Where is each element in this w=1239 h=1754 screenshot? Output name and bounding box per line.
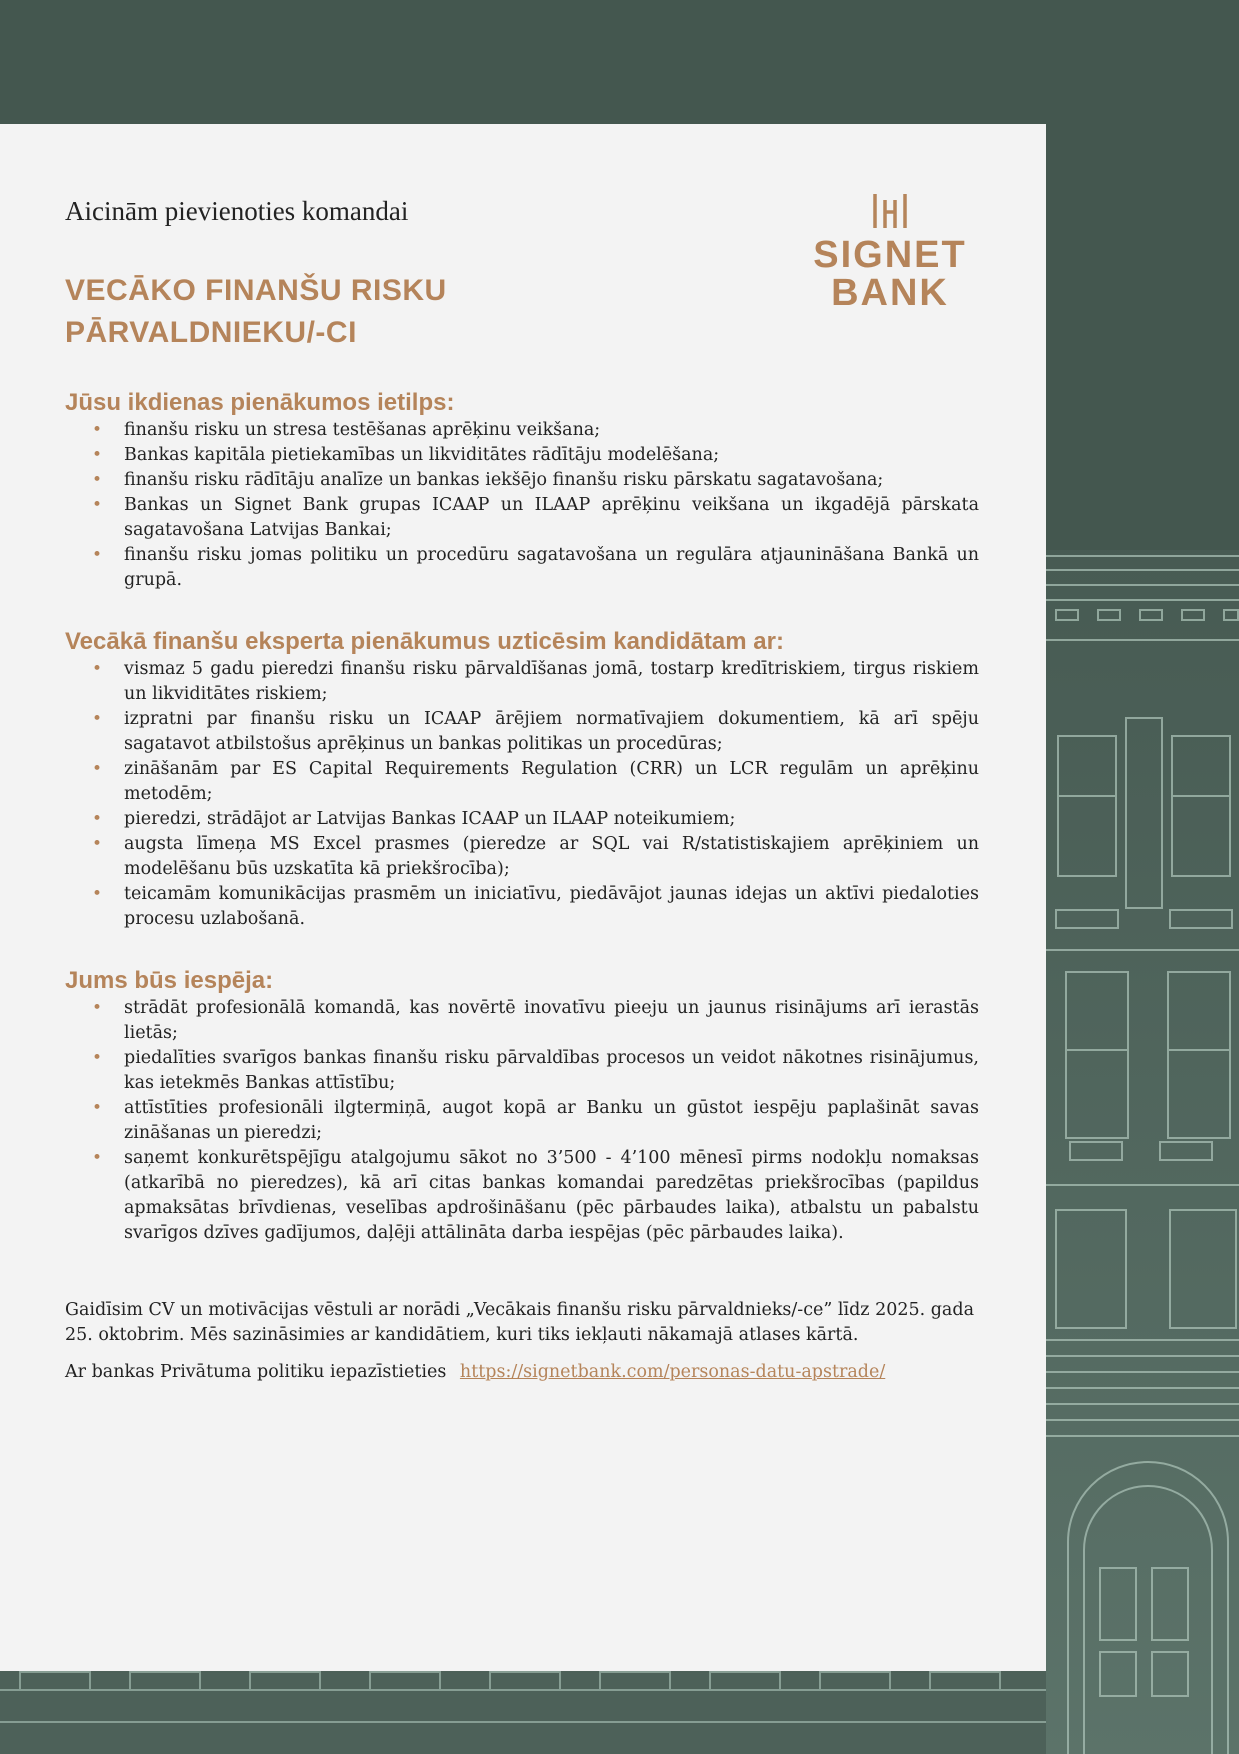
list-item: • pieredzi, strādājot ar Latvijas Bankas ICAAP un ILAAP noteikumiem; <box>65 807 979 832</box>
posting-body <box>65 388 979 1385</box>
section-heading-requirements: Vecākā finanšu eksperta pienākumus uzticēsim kandidātam ar: <box>65 628 784 655</box>
list-item: • teicamām komunikācijas prasmēm un iniciatīvu, piedāvājot jaunas idejas un aktīvi piedaloties procesu uzlabošanā. <box>65 882 979 932</box>
job-title-line-2: PĀRVALDNIEKU/-CI <box>65 316 357 349</box>
list-item: • attīstīties profesionāli ilgtermiņā, augot kopā ar Banku un gūstot iespēju paplašināt savas zināšanas un pieredzi; <box>65 1096 979 1146</box>
privacy-policy-line <box>65 1360 979 1385</box>
offer-list <box>65 996 979 1246</box>
logo-word-bank: BANK <box>831 272 949 314</box>
section-heading-duties: Jūsu ikdienas pienākumos ietilps: <box>65 389 455 416</box>
privacy-policy-link[interactable]: https://signetbank.com/personas-datu-apstrade/ <box>459 1362 886 1382</box>
job-title <box>65 270 447 354</box>
application-instructions: Gaidīsim CV un motivācijas vēstuli ar norādi „Vecākais finanšu risku pārvaldnieks/-ce” līdz 2025. gada 25. oktobrim. Mēs sazināsimies ar kandidātiem, kuri tiks iekļauti nākamajā atlases kārtā. <box>65 1300 975 1345</box>
list-item: • augsta līmeņa MS Excel prasmes (pieredze ar SQL vai R/statistiskajiem aprēķiniem un modelēšanu būs uzskatīta kā priekšrocība); <box>65 832 979 882</box>
signet-monogram-icon <box>871 192 909 230</box>
logo-word-signet: SIGNET <box>813 234 967 276</box>
list-item: • piedalīties svarīgos bankas finanšu risku pārvaldības procesos un veidot nākotnes risinājumus, kas ietekmēs Bankas attīstību; <box>65 1046 979 1096</box>
signet-bank-logo <box>780 192 1000 312</box>
list-item: • izpratni par finanšu risku un ICAAP ārējiem normatīvajiem dokumentiem, kā arī spēju sagatavot atbilstošus aprēķinus un bankas politikas un procedūras; <box>65 707 979 757</box>
list-item: • zināšanām par ES Capital Requirements Regulation (CRR) un LCR regulām un aprēķinu metodēm; <box>65 757 979 807</box>
list-item: • finanšu risku rādītāju analīze un bankas iekšējo finanšu risku pārskatu sagatavošana; <box>65 468 979 493</box>
intro-text: Aicinām pievienoties komandai <box>65 196 409 226</box>
job-posting-card <box>0 124 1046 1671</box>
list-item: • Bankas un Signet Bank grupas ICAAP un ILAAP aprēķinu veikšana un ikgadējā pārskata sagatavošana Latvijas Bankai; <box>65 493 979 543</box>
list-item: • finanšu risku un stresa testēšanas aprēķinu veikšana; <box>65 418 979 443</box>
section-heading-offer: Jums būs iespēja: <box>65 967 274 994</box>
list-item: • finanšu risku jomas politiku un procedūru sagatavošana un regulāra atjaunināšana Bankā un grupā. <box>65 543 979 593</box>
list-item: • saņemt konkurētspējīgu atalgojumu sākot no 3’500 - 4’100 mēnesī pirms nodokļu nomaksas (atkarībā no pieredzes), kā arī citas bankas komandai paredzētas priekšrocības (papildus apmaksātas brīvdienas, veselības apdrošināšanu (pēc pārbaudes laika), atbalstu un pabalstu svarīgos dzīves gadījumos, daļēji attālināta darba iespējas (pēc pārbaudes laika). <box>65 1146 979 1246</box>
duties-list <box>65 418 979 593</box>
list-item: • strādāt profesionālā komandā, kas novērtē inovatīvu pieeju un jaunus risinājums arī ierastās lietās; <box>65 996 979 1046</box>
list-item: • Bankas kapitāla pietiekamības un likviditātes rādītāju modelēšana; <box>65 443 979 468</box>
job-title-line-1: VECĀKO FINANŠU RISKU <box>65 274 447 307</box>
requirements-list <box>65 657 979 932</box>
privacy-text: Ar bankas Privātuma politiku iepazīstieties <box>65 1362 447 1382</box>
list-item: • vismaz 5 gadu pieredzi finanšu risku pārvaldīšanas jomā, tostarp kredītriskiem, tirgus riskiem un likviditātes riskiem; <box>65 657 979 707</box>
